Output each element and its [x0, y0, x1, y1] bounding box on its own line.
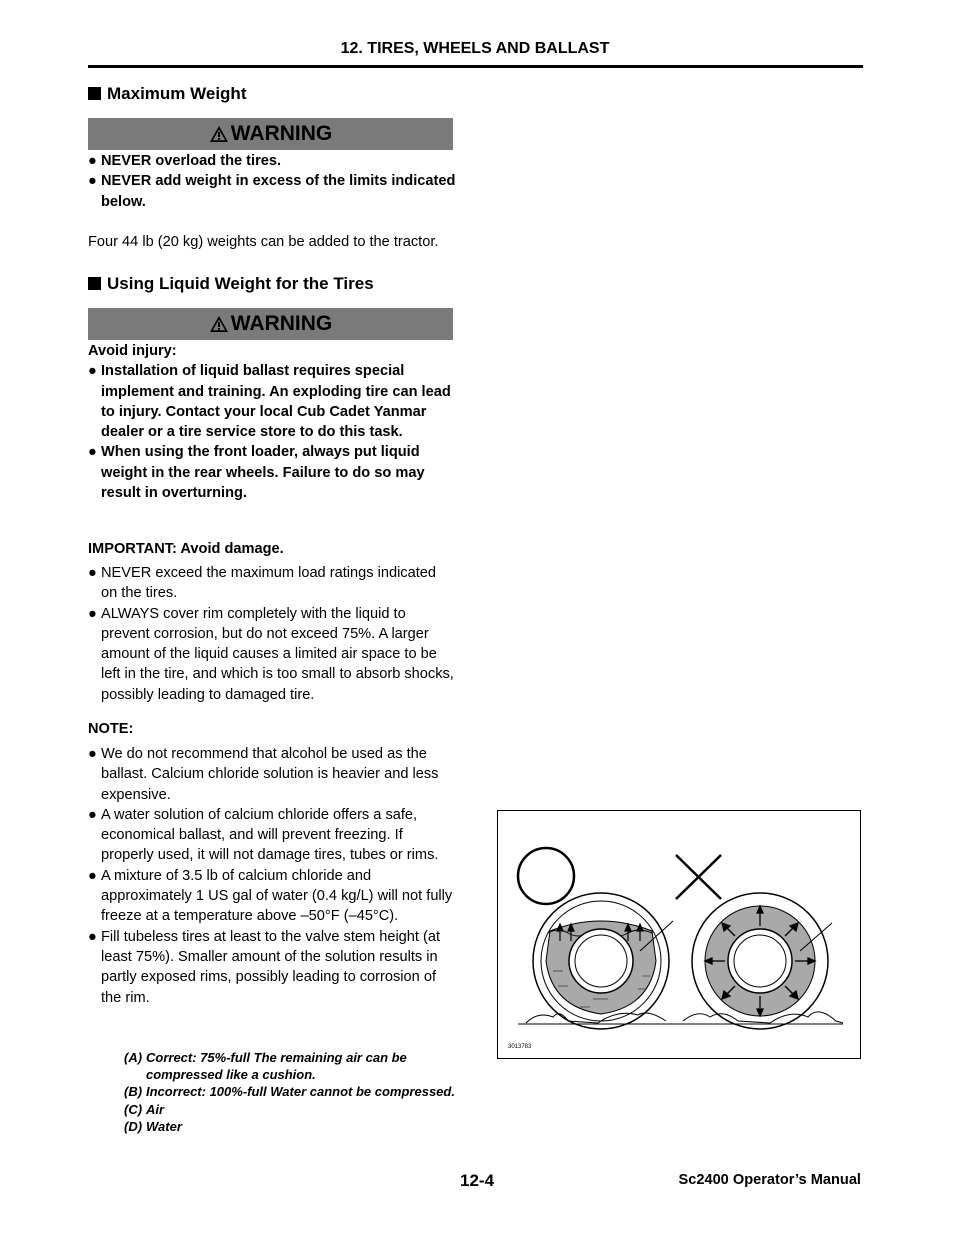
square-bullet-icon	[88, 277, 101, 290]
list-item: ● ALWAYS cover rim completely with the liquid to prevent corrosion, but do not exceed 75%. A larger amount of the liquid causes a limited air space to be left in the tire, and which is too small to absorb shocks, possibly leading to damaged tire.	[88, 605, 454, 703]
list-item: ● NEVER exceed the maximum load ratings indicated on the tires.	[88, 565, 437, 602]
list-item: ● A mixture of 3.5 lb of calcium chloride and approximately 1 US gal of water (0.4 kg/L) will not fully freeze at a temperature above –50°F (–45°C).	[88, 867, 453, 925]
list-item: ● When using the front loader, always put liquid weight in the rear wheels. Failure to do so may result in overturning.	[88, 444, 425, 502]
manual-title: Sc2400 Operator’s Manual	[678, 1172, 861, 1188]
list-item: ● Installation of liquid ballast requires special implement and training. An exploding tire can lead to injury. Contact your local Cub Cadet Yanmar dealer or a tire service store to do this task.	[88, 363, 451, 441]
correct-circle-icon	[518, 848, 574, 904]
warning-triangle-icon	[209, 125, 229, 143]
section-heading-liquid-weight: Using Liquid Weight for the Tires	[88, 274, 374, 294]
tire-correct	[533, 893, 673, 1029]
page-number: 12-4	[460, 1171, 495, 1190]
figure-code: 3013783	[508, 1044, 532, 1050]
warning-banner: WARNING	[88, 118, 453, 150]
list-item: ● A water solution of calcium chloride offers a safe, economical ballast, and will prevent freezing. If properly used, it will not damage tires, tubes or rims.	[88, 806, 439, 864]
liquid-weight-warning-list	[88, 341, 456, 503]
warning-banner: WARNING	[88, 308, 453, 340]
list-item: ● NEVER add weight in excess of the limits indicated below.	[88, 173, 456, 210]
warning-triangle-icon	[209, 315, 229, 333]
important-list	[88, 563, 456, 705]
list-item: ● Fill tubeless tires at least to the valve stem height (at least 75%). Smaller amount of the solution results in partly exposed rims, possibly leading to corrosion of the rim.	[88, 928, 441, 1006]
caption-b: (B) Incorrect: 100%-full Water cannot be compressed.	[124, 1084, 455, 1100]
section-heading-max-weight: Maximum Weight	[88, 84, 246, 104]
square-bullet-icon	[88, 87, 101, 100]
tire-ballast-figure	[497, 810, 861, 1059]
important-label: IMPORTANT: Avoid damage.	[88, 541, 284, 557]
caption-c: (C) Air	[124, 1101, 165, 1117]
running-header: 12. TIRES, WHEELS AND BALLAST	[340, 40, 610, 57]
max-weight-warning-list	[88, 151, 458, 212]
tire-incorrect	[692, 893, 832, 1029]
incorrect-x-icon	[676, 855, 721, 899]
list-item: ● NEVER overload the tires.	[88, 153, 282, 169]
caption-a: (A) Correct: 75%-full The remaining air can be compressed like a cushion.	[124, 1050, 407, 1083]
list-item: ● We do not recommend that alcohol be used as the ballast. Calcium chloride solution is heavier and less expensive.	[88, 746, 439, 803]
max-weight-body: Four 44 lb (20 kg) weights can be added to the tractor.	[88, 234, 439, 250]
caption-d: (D) Water	[124, 1118, 182, 1134]
avoid-injury-label: Avoid injury:	[88, 343, 177, 359]
figure-captions	[124, 1049, 464, 1135]
tire-illustration	[498, 811, 860, 1058]
note-list	[88, 744, 456, 1008]
header-rule	[88, 65, 863, 68]
note-label: NOTE:	[88, 721, 134, 737]
